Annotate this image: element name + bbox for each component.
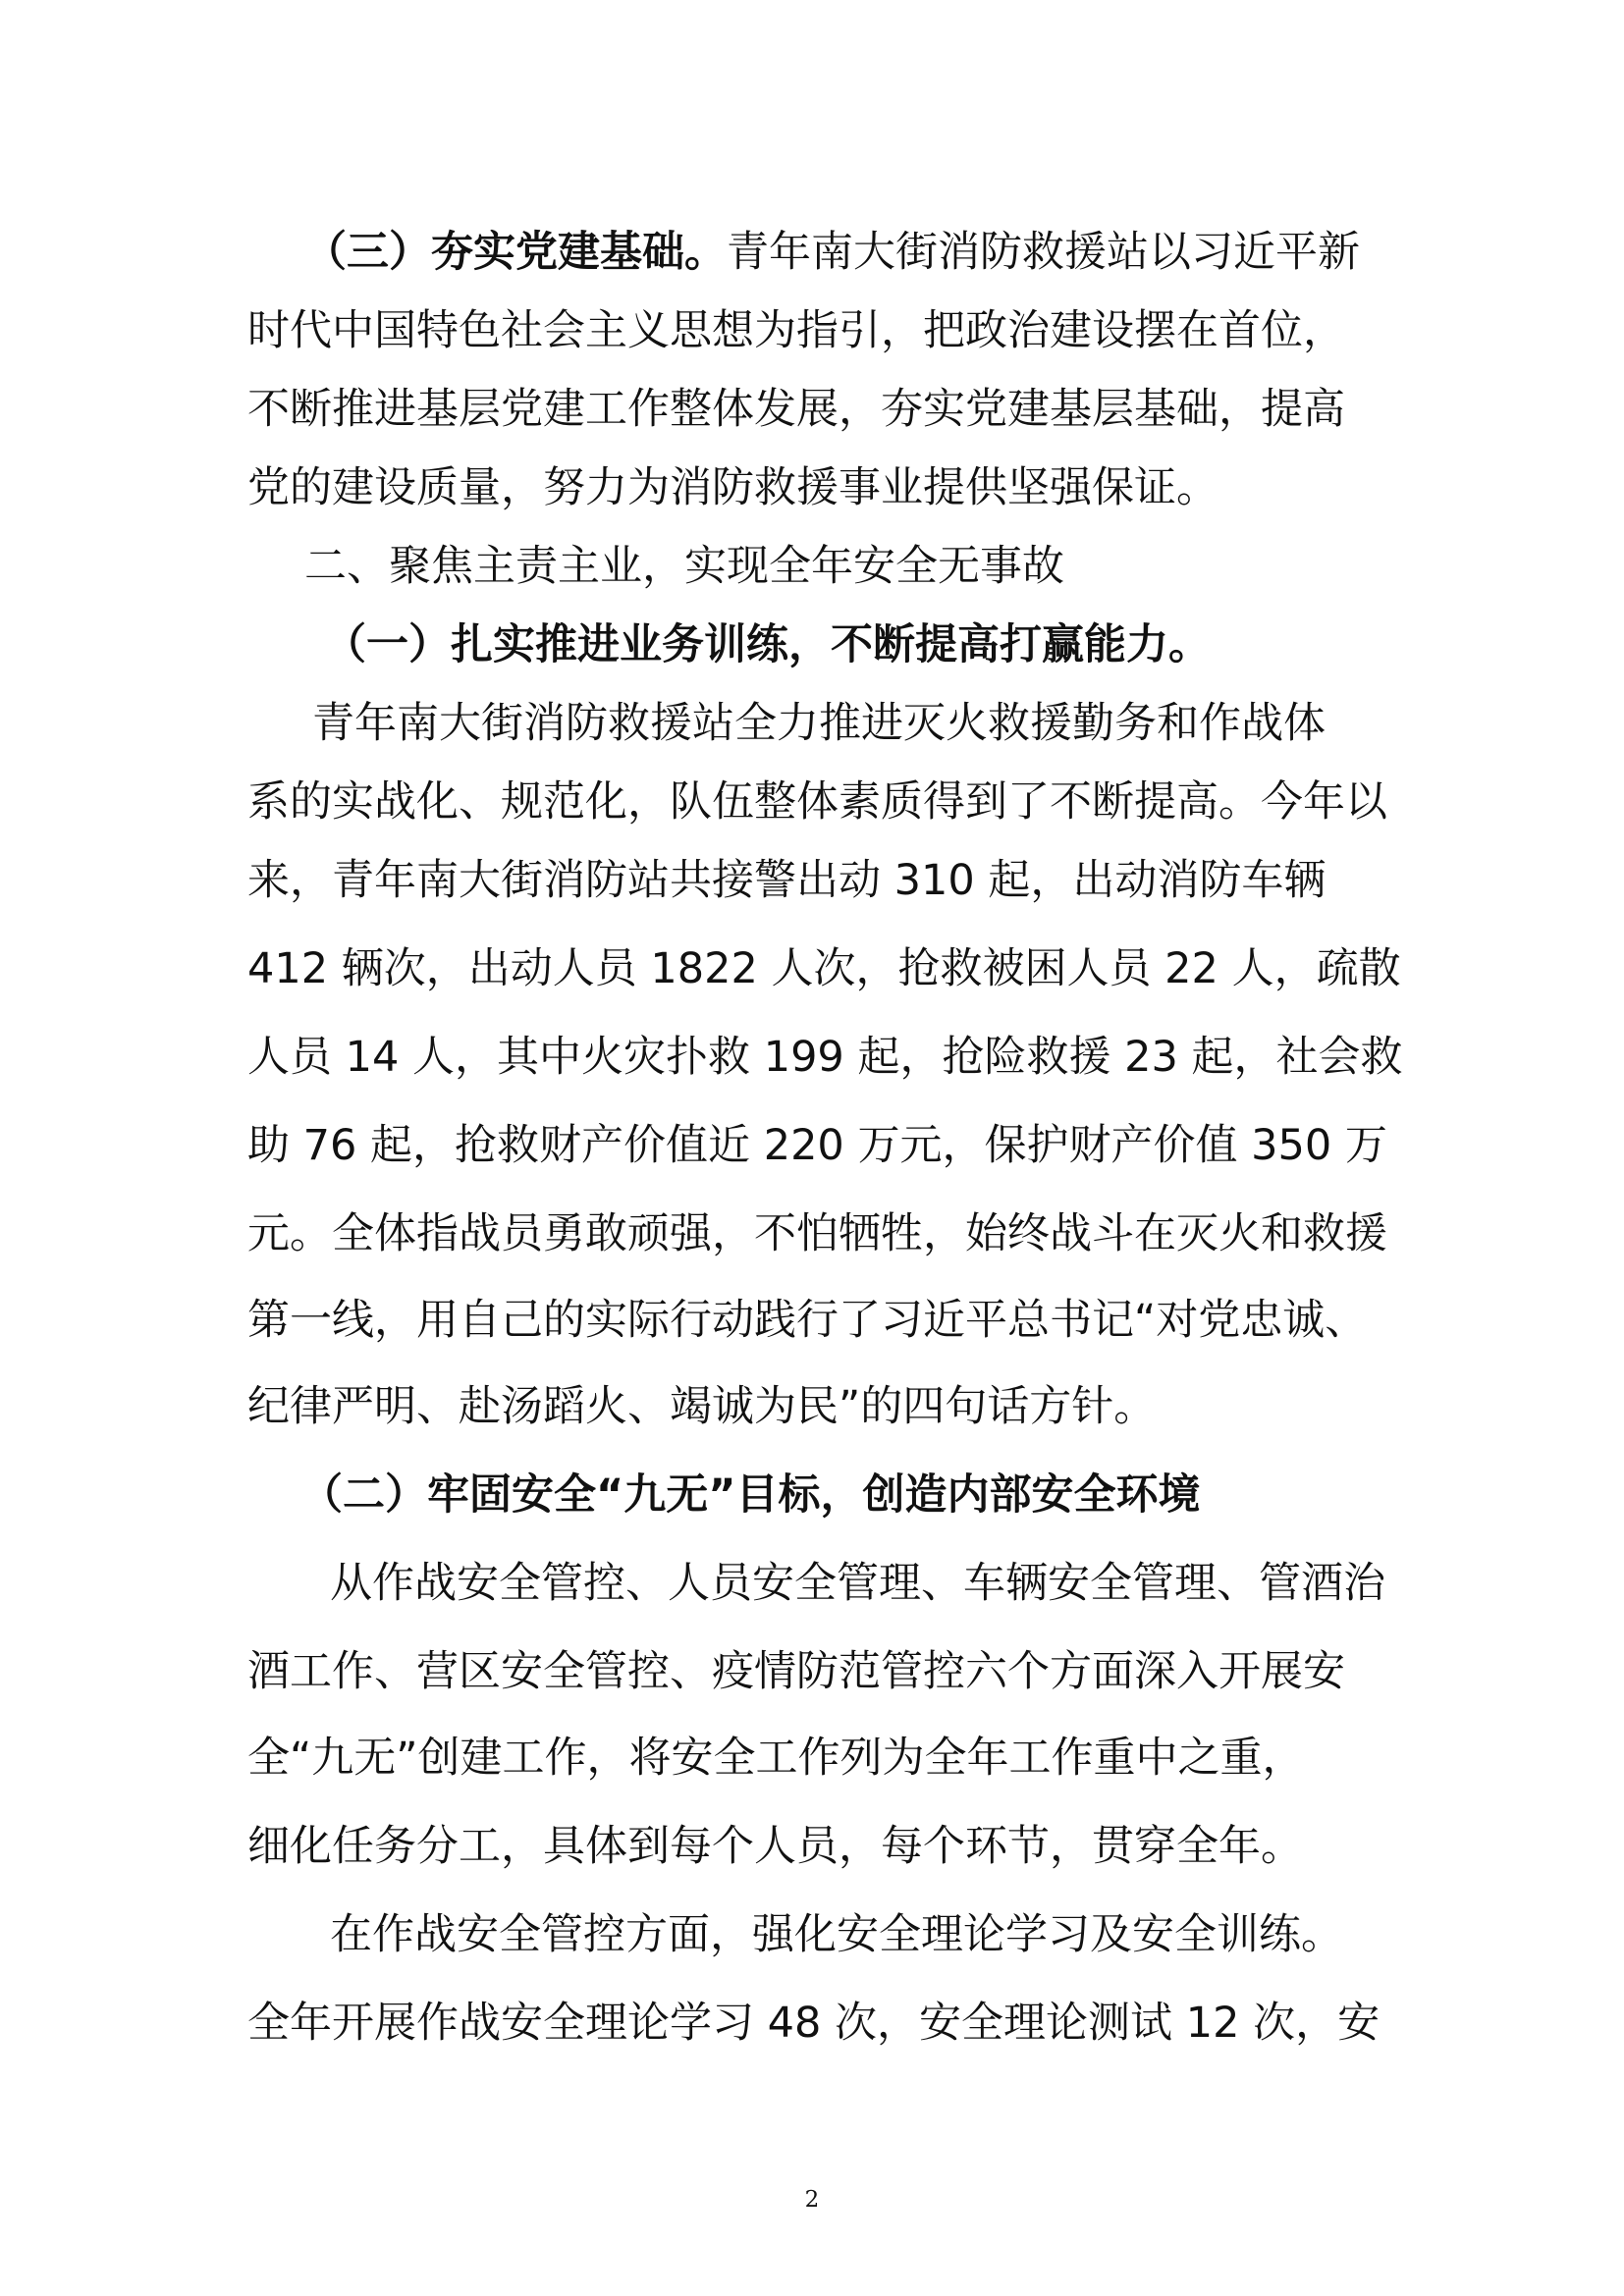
paragraph-line: 不断推进基层党建工作整体发展，夯实党建基层基础，提高 [247, 385, 1345, 434]
paragraph-line: 元。全体指战员勇敢顽强，不怕牺牲，始终战斗在灭火和救援 [247, 1209, 1387, 1258]
section-heading-inline: （三）夯实党建基础。 [304, 228, 727, 277]
paragraph-line: 细化任务分工，具体到每个人员，每个环节，贯穿全年。 [247, 1822, 1303, 1871]
paragraph-line: 第一线，用自己的实际行动践行了习近平总书记“对党忠诚、 [247, 1296, 1368, 1345]
paragraph-line: 全年开展作战安全理论学习 48 次，安全理论测试 12 次，安 [247, 1999, 1380, 2048]
paragraph-line: 党的建设质量，努力为消防救援事业提供坚强保证。 [247, 463, 1218, 512]
page-number: 2 [804, 2187, 820, 2213]
paragraph-line: 在作战安全管控方面，强化安全理论学习及安全训练。 [330, 1910, 1343, 1959]
paragraph-line: 人员 14 人，其中火灾扑救 199 起，抢险救援 23 起，社会救 [247, 1033, 1403, 1082]
paragraph-line: 纪律严明、赴汤蹈火、竭诚为民”的四句话方针。 [247, 1382, 1157, 1431]
subsection-heading: （二）牢固安全“九无”目标，创造内部安全环境 [300, 1470, 1201, 1520]
paragraph-line: 来，青年南大街消防站共接警出动 310 起，出动消防车辆 [247, 856, 1326, 905]
paragraph-line: 青年南大街消防救援站全力推进灭火救援勤务和作战体 [312, 699, 1326, 748]
section-heading: 二、聚焦主责主业，实现全年安全无事故 [304, 542, 1064, 591]
paragraph-line: （三）夯实党建基础。青年南大街消防救援站以习近平新 [304, 228, 1360, 277]
paragraph-line: 412 辆次，出动人员 1822 人次，抢救被困人员 22 人，疏散 [247, 944, 1401, 993]
paragraph-line: 助 76 起，抢救财产价值近 220 万元，保护财产价值 350 万 [247, 1121, 1387, 1170]
paragraph-line: 时代中国特色社会主义思想为指引，把政治建设摆在首位， [247, 306, 1345, 355]
paragraph-line: 系的实战化、规范化，队伍整体素质得到了不断提高。今年以 [247, 777, 1387, 827]
paragraph-line: 酒工作、营区安全管控、疫情防范管控六个方面深入开展安 [247, 1647, 1345, 1696]
subsection-heading: （一）扎实推进业务训练，不断提高打赢能力。 [324, 620, 1211, 669]
paragraph-line: 从作战安全管控、人员安全管理、车辆安全管理、管酒治 [330, 1559, 1385, 1608]
paragraph-line: 全“九无”创建工作，将安全工作列为全年工作重中之重， [247, 1734, 1305, 1783]
